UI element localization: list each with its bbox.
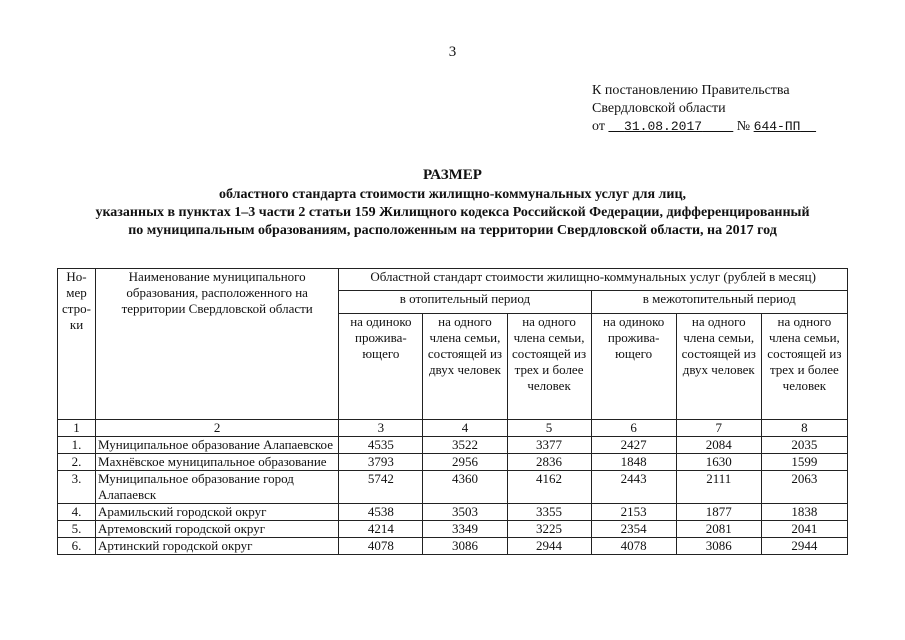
municipality-name: Артинский городской округ <box>96 538 339 555</box>
value-cell: 4538 <box>339 504 423 521</box>
value-cell: 4078 <box>591 538 676 555</box>
value-cell: 2836 <box>507 454 591 471</box>
value-cell: 2035 <box>761 437 847 454</box>
row-number: 2. <box>58 454 96 471</box>
table-row <box>58 454 848 471</box>
municipality-name: Муниципальное образование город Алапаевск <box>96 471 339 504</box>
value-cell: 3355 <box>507 504 591 521</box>
header-heating-three: на одного члена семьи, состоящей из трех и более человек <box>507 313 591 419</box>
value-cell: 2084 <box>676 437 761 454</box>
header-nonheating-single: на одиноко прожива-ющего <box>591 313 676 419</box>
approval-number: 644-ПП <box>753 119 801 134</box>
value-cell: 2956 <box>423 454 507 471</box>
header-heating-period: в отопительный период <box>339 291 591 313</box>
value-cell: 3522 <box>423 437 507 454</box>
date-prefix: от <box>592 119 605 134</box>
value-cell: 2443 <box>591 471 676 504</box>
approval-date: 31.08.2017 <box>624 119 703 134</box>
value-cell: 4162 <box>507 471 591 504</box>
value-cell: 2153 <box>591 504 676 521</box>
value-cell: 3225 <box>507 521 591 538</box>
value-cell: 1630 <box>676 454 761 471</box>
header-nonheating-period: в межотопительный период <box>591 291 847 313</box>
header-heating-two: на одного члена семьи, состоящей из двух человек <box>423 313 507 419</box>
value-cell: 2111 <box>676 471 761 504</box>
row-number: 1. <box>58 437 96 454</box>
standards-table <box>57 268 848 555</box>
page-number: 3 <box>448 44 457 60</box>
title-line-1: областного стандарта стоимости жилищно-коммунальных услуг для лиц, <box>218 187 687 202</box>
table-row <box>58 437 848 454</box>
title-line-2: указанных в пунктах 1–3 части 2 статьи 159 Жилищного кодекса Российской Федерации, дифференцированный <box>95 205 810 220</box>
number-prefix: № <box>736 119 751 134</box>
value-cell: 2354 <box>591 521 676 538</box>
approval-line-1: К постановлению Правительства <box>592 83 790 98</box>
value-cell: 4360 <box>423 471 507 504</box>
value-cell: 1599 <box>761 454 847 471</box>
value-cell: 2944 <box>761 538 847 555</box>
value-cell: 3086 <box>676 538 761 555</box>
title-line-3: по муниципальным образованиям, расположенным на территории Свердловской области, на 2017 год <box>128 223 777 238</box>
value-cell: 1838 <box>761 504 847 521</box>
value-cell: 4214 <box>339 521 423 538</box>
value-cell: 2063 <box>761 471 847 504</box>
value-cell: 3086 <box>423 538 507 555</box>
header-municipality-name: Наименование муниципального образования, расположенного на территории Свердловской области <box>96 269 339 420</box>
approval-line-2: Свердловской области <box>592 101 726 116</box>
value-cell: 3349 <box>423 521 507 538</box>
municipality-name: Махнёвское муниципальное образование <box>96 454 339 471</box>
table-row <box>58 471 848 504</box>
municipality-name: Муниципальное образование Алапаевское <box>96 437 339 454</box>
value-cell: 2081 <box>676 521 761 538</box>
table-row <box>58 538 848 555</box>
municipality-name: Арамильский городской округ <box>96 504 339 521</box>
column-index-row: 1 2 3 4 5 6 7 8 <box>58 420 848 437</box>
header-nonheating-three: на одного члена семьи, состоящей из трех и более человек <box>761 313 847 419</box>
value-cell: 2041 <box>761 521 847 538</box>
header-row-number: Но-мер стро-ки <box>58 269 96 420</box>
row-number: 6. <box>58 538 96 555</box>
header-standard: Областной стандарт стоимости жилищно-коммунальных услуг (рублей в месяц) <box>339 269 848 291</box>
value-cell: 2427 <box>591 437 676 454</box>
value-cell: 4535 <box>339 437 423 454</box>
value-cell: 1877 <box>676 504 761 521</box>
row-number: 5. <box>58 521 96 538</box>
value-cell: 3793 <box>339 454 423 471</box>
approval-block <box>592 82 816 136</box>
document-title <box>0 166 905 240</box>
row-number: 4. <box>58 504 96 521</box>
value-cell: 5742 <box>339 471 423 504</box>
header-heating-single: на одиноко прожива-ющего <box>339 313 423 419</box>
table-row <box>58 504 848 521</box>
value-cell: 2944 <box>507 538 591 555</box>
value-cell: 3503 <box>423 504 507 521</box>
table-row <box>58 521 848 538</box>
municipality-name: Артемовский городской округ <box>96 521 339 538</box>
row-number: 3. <box>58 471 96 504</box>
title-heading: РАЗМЕР <box>423 167 482 183</box>
approval-date-line <box>592 118 816 136</box>
value-cell: 3377 <box>507 437 591 454</box>
value-cell: 1848 <box>591 454 676 471</box>
value-cell: 4078 <box>339 538 423 555</box>
header-nonheating-two: на одного члена семьи, состоящей из двух человек <box>676 313 761 419</box>
